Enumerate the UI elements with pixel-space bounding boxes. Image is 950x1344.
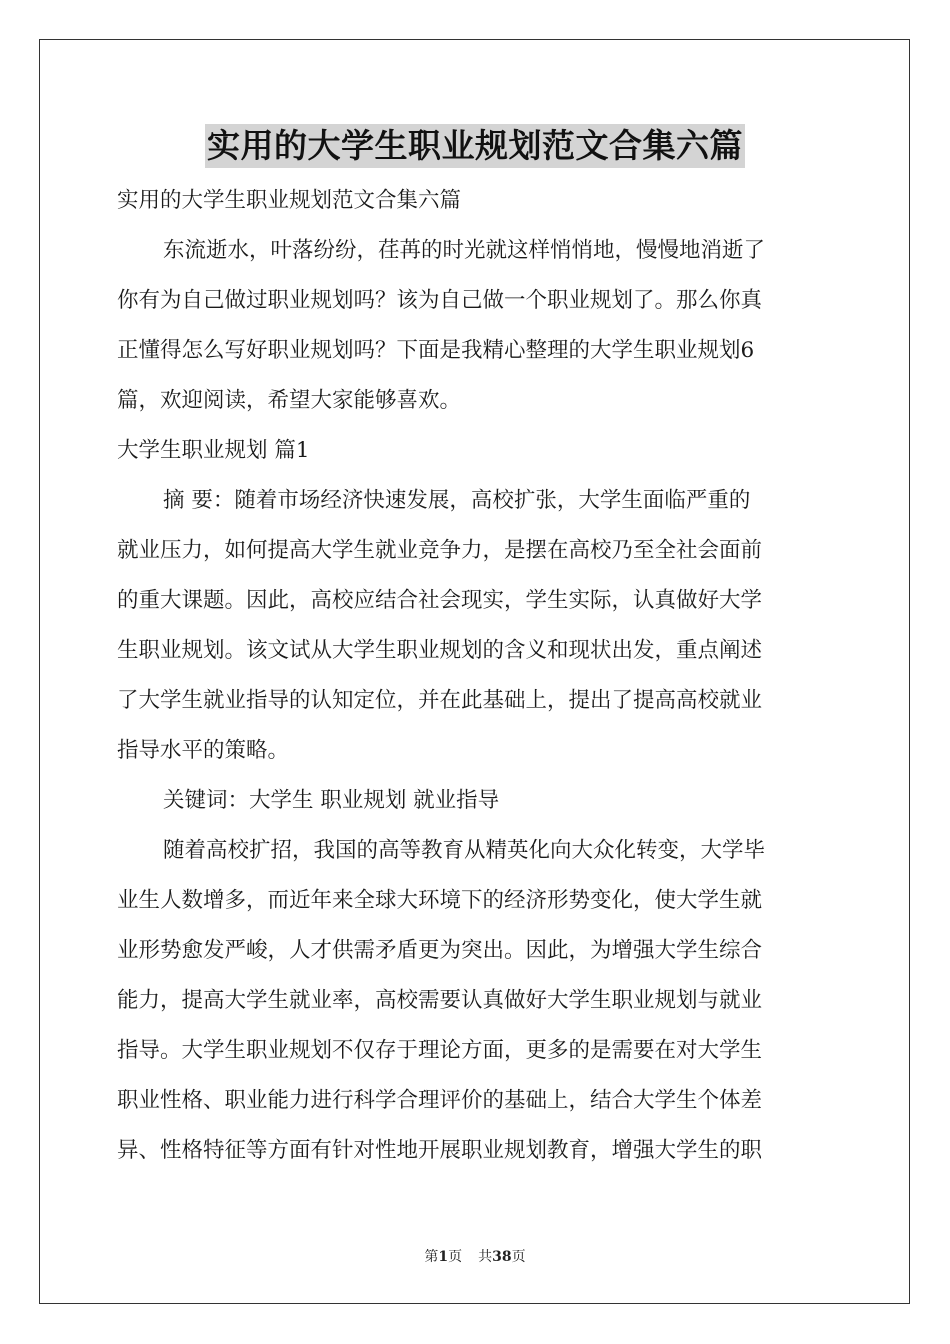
paragraph-line: 就业压力，如何提高大学生就业竞争力，是摆在高校乃至全社会面前 xyxy=(117,538,763,563)
paragraph-line: 随着高校扩招，我国的高等教育从精英化向大众化转变，大学毕 xyxy=(163,838,766,863)
total-suffix: 页 xyxy=(511,1249,526,1265)
total-pages: 38 xyxy=(492,1249,512,1265)
paragraph-line: 篇，欢迎阅读，希望大家能够喜欢。 xyxy=(117,388,462,413)
keywords-line: 关键词：大学生 职业规划 就业指导 xyxy=(163,788,500,813)
paragraph-line: 正懂得怎么写好职业规划吗？下面是我精心整理的大学生职业规划6 xyxy=(117,338,755,363)
page-footer xyxy=(0,1246,950,1266)
total-prefix: 共 xyxy=(478,1249,493,1265)
page-suffix: 页 xyxy=(448,1249,463,1265)
page-number: 1 xyxy=(438,1249,449,1265)
paragraph-line: 生职业规划。该文试从大学生职业规划的含义和现状出发，重点阐述 xyxy=(117,638,763,663)
document-body xyxy=(117,176,835,1176)
paragraph-line: 的重大课题。因此，高校应结合社会现实，学生实际，认真做好大学 xyxy=(117,588,763,613)
paragraph-line: 摘 要：随着市场经济快速发展，高校扩张，大学生面临严重的 xyxy=(163,488,751,513)
page-prefix: 第 xyxy=(424,1249,439,1265)
paragraph-line: 你有为自己做过职业规划吗？该为自己做一个职业规划了。那么你真 xyxy=(117,288,763,313)
section-heading: 大学生职业规划 篇1 xyxy=(117,438,310,463)
paragraph-line: 东流逝水，叶落纷纷，荏苒的时光就这样悄悄地，慢慢地消逝了 xyxy=(163,238,766,263)
paragraph-line: 职业性格、职业能力进行科学合理评价的基础上，结合大学生个体差 xyxy=(117,1088,763,1113)
paragraph-line: 能力，提高大学生就业率，高校需要认真做好大学生职业规划与就业 xyxy=(117,988,763,1013)
document-title: 实用的大学生职业规划范文合集六篇 xyxy=(205,124,745,168)
subtitle-line: 实用的大学生职业规划范文合集六篇 xyxy=(117,188,462,213)
paragraph-line: 业生人数增多，而近年来全球大环境下的经济形势变化，使大学生就 xyxy=(117,888,763,913)
paragraph-line: 异、性格特征等方面有针对性地开展职业规划教育，增强大学生的职 xyxy=(117,1138,763,1163)
paragraph-line: 了大学生就业指导的认知定位，并在此基础上，提出了提高高校就业 xyxy=(117,688,763,713)
paragraph-line: 指导水平的策略。 xyxy=(117,738,290,763)
title-area xyxy=(0,124,950,168)
paragraph-line: 业形势愈发严峻，人才供需矛盾更为突出。因此，为增强大学生综合 xyxy=(117,938,763,963)
paragraph-line: 指导。大学生职业规划不仅存于理论方面，更多的是需要在对大学生 xyxy=(117,1038,763,1063)
